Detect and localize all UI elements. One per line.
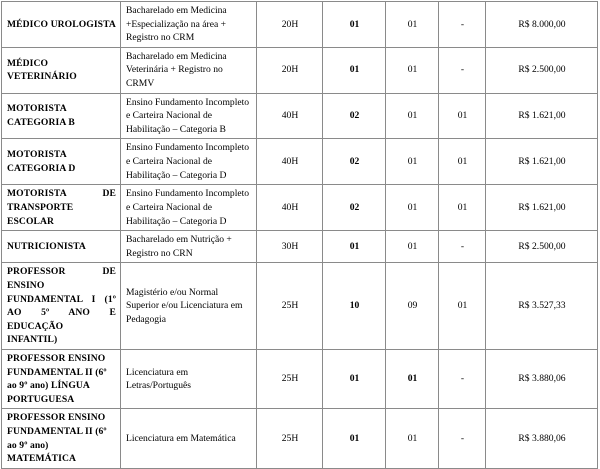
cell-salario: R$ 8.000,00 <box>486 2 598 48</box>
table-row <box>2 2 598 48</box>
cell-vagas: 01 <box>323 47 386 93</box>
cell-salario: R$ 1.621,00 <box>486 139 598 185</box>
cell-ampla-concorrencia: 01 <box>386 409 439 468</box>
cell-pcd: - <box>439 231 486 263</box>
cell-cargo: PROFESSOR ENSINO FUNDAMENTAL II (6º ao 9º ano) MATEMÁTICA <box>2 409 121 468</box>
cell-cargo: MOTORISTA CATEGORIA D <box>2 139 121 185</box>
cell-ampla-concorrencia: 01 <box>386 185 439 231</box>
cell-ampla-concorrencia: 01 <box>386 231 439 263</box>
cell-salario: R$ 3.527,33 <box>486 263 598 350</box>
cell-ampla-concorrencia: 01 <box>386 2 439 48</box>
cell-cargo: MOTORISTA DE TRANSPORTE ESCOLAR <box>2 185 121 231</box>
cell-salario: R$ 1.621,00 <box>486 93 598 139</box>
cell-salario: R$ 1.621,00 <box>486 185 598 231</box>
table-row <box>2 139 598 185</box>
cell-cargo: MÉDICO VETERINÁRIO <box>2 47 121 93</box>
cargos-table <box>1 1 598 469</box>
cell-salario: R$ 3.880,06 <box>486 350 598 409</box>
cell-pcd: - <box>439 2 486 48</box>
cell-cargo: PROFESSOR ENSINO FUNDAMENTAL II (6º ao 9º ano) LÍNGUA PORTUGUESA <box>2 350 121 409</box>
cell-requisito: Bacharelado em Nutrição + Registro no CRN <box>121 231 257 263</box>
cell-vagas: 01 <box>323 409 386 468</box>
table-row <box>2 409 598 468</box>
cell-requisito: Ensino Fundamento Incompleto e Carteira Nacional de Habilitação – Categoria B <box>121 93 257 139</box>
cell-carga-horaria: 25H <box>257 409 323 468</box>
cell-pcd: 01 <box>439 263 486 350</box>
cell-cargo: MOTORISTA CATEGORIA B <box>2 93 121 139</box>
cell-vagas: 01 <box>323 350 386 409</box>
cell-carga-horaria: 25H <box>257 263 323 350</box>
cell-carga-horaria: 40H <box>257 139 323 185</box>
table-row <box>2 231 598 263</box>
cell-requisito: Bacharelado em Medicina +Especialização na área + Registro no CRM <box>121 2 257 48</box>
cell-ampla-concorrencia: 09 <box>386 263 439 350</box>
cell-carga-horaria: 40H <box>257 93 323 139</box>
cell-pcd: 01 <box>439 139 486 185</box>
cell-carga-horaria: 20H <box>257 47 323 93</box>
cell-pcd: 01 <box>439 93 486 139</box>
table-row <box>2 350 598 409</box>
cell-salario: R$ 3.880,06 <box>486 409 598 468</box>
cell-cargo: MÉDICO UROLOGISTA <box>2 2 121 48</box>
cell-ampla-concorrencia: 01 <box>386 93 439 139</box>
cell-ampla-concorrencia: 01 <box>386 47 439 93</box>
cell-ampla-concorrencia: 01 <box>386 139 439 185</box>
cell-pcd: - <box>439 350 486 409</box>
cell-cargo: NUTRICIONISTA <box>2 231 121 263</box>
table-row <box>2 93 598 139</box>
cell-requisito: Ensino Fundamento Incompleto e Carteira Nacional de Habilitação – Categoria D <box>121 139 257 185</box>
cell-carga-horaria: 30H <box>257 231 323 263</box>
cell-salario: R$ 2.500,00 <box>486 47 598 93</box>
cell-vagas: 02 <box>323 93 386 139</box>
cell-carga-horaria: 40H <box>257 185 323 231</box>
table-row <box>2 47 598 93</box>
cell-requisito: Licenciatura em Letras/Português <box>121 350 257 409</box>
cell-requisito: Ensino Fundamento Incompleto e Carteira Nacional de Habilitação – Categoria D <box>121 185 257 231</box>
cell-pcd: 01 <box>439 185 486 231</box>
table-row <box>2 185 598 231</box>
cell-ampla-concorrencia: 01 <box>386 350 439 409</box>
cell-vagas: 01 <box>323 2 386 48</box>
cell-pcd: - <box>439 409 486 468</box>
cell-requisito: Licenciatura em Matemática <box>121 409 257 468</box>
table-row <box>2 263 598 350</box>
cell-pcd: - <box>439 47 486 93</box>
cell-vagas: 02 <box>323 139 386 185</box>
cell-carga-horaria: 20H <box>257 2 323 48</box>
cell-carga-horaria: 25H <box>257 350 323 409</box>
cell-vagas: 10 <box>323 263 386 350</box>
cell-vagas: 01 <box>323 231 386 263</box>
cell-requisito: Magistério e/ou Normal Superior e/ou Licenciatura em Pedagogia <box>121 263 257 350</box>
table-body <box>2 2 598 469</box>
cell-cargo: PROFESSOR DE ENSINO FUNDAMENTAL I (1º AO 5º ANO E EDUCAÇÃO INFANTIL) <box>2 263 121 350</box>
cell-vagas: 02 <box>323 185 386 231</box>
cell-requisito: Bacharelado em Medicina Veterinária + Registro no CRMV <box>121 47 257 93</box>
cell-salario: R$ 2.500,00 <box>486 231 598 263</box>
